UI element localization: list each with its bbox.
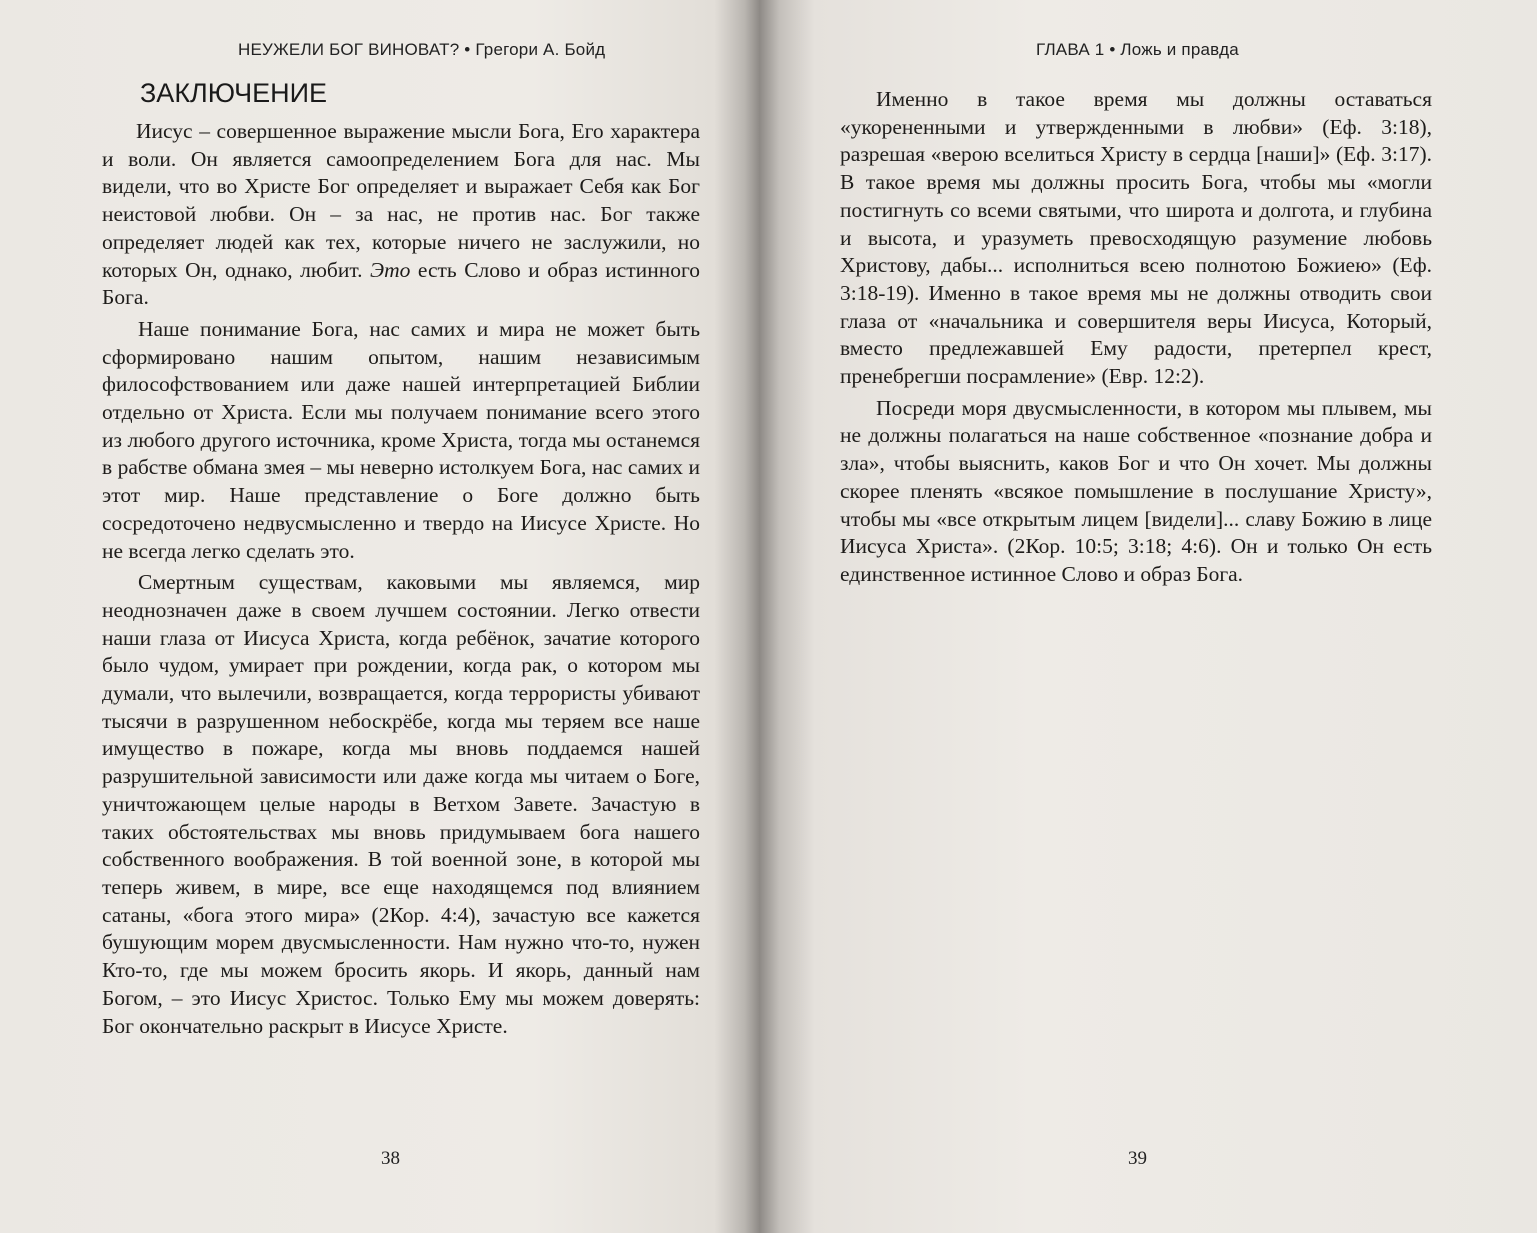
left-page bbox=[0, 0, 760, 1233]
emphasis-word: Это bbox=[370, 257, 411, 282]
page-number: 39 bbox=[1128, 1148, 1147, 1169]
body-text bbox=[840, 86, 1432, 593]
page-number: 38 bbox=[381, 1148, 400, 1169]
paragraph: Смертным существам, каковыми мы являемся, мир неоднозначен даже в своем лучшем состоянии. Легко отвести наши глаза от Иисуса Христа, когда ребёнок, зачатие которого было чудом, умирает при рождении, когда рак, о котором мы думали, что вылечили, возвращается, когда террористы убивают тысячи в разрушенном небоскрёбе, когда мы теряем все наше имущество в пожаре, когда мы вновь поддаемся нашей разрушительной зависимости или даже когда мы читаем о Боге, уничтожающем целые народы в Ветхом Завете. Зачастую в таких обстоятельствах мы вновь придумываем бога нашего собственного воображения. В той военной зоне, в которой мы теперь живем, в мире, все еще находящемся под влиянием сатаны, «бога этого мира» (2Кор. 4:4), зачастую все кажется бушующим морем двусмысленности. Нам нужно что-то, нужен Кто-то, где мы можем бросить якорь. И якорь, данный нам Богом, – это Иисус Христос. Только Ему мы можем доверять: Бог окончательно раскрыт в Иисусе Христе. bbox=[102, 570, 700, 1038]
paragraph: Посреди моря двусмысленности, в котором мы плывем, мы не должны полагаться на наше собственное «познание добра и зла», чтобы выяснить, каков Бог и что Он хочет. Мы должны скорее пленять «всякое помышление в послушание Христу», чтобы мы «все открытым лицем [видели]... славу Божию в лице Иисуса Христа». (2Кор. 10:5; 3:18; 4:6). Он и только Он есть единственное истинное Слово и образ Бога. bbox=[840, 395, 1432, 586]
running-head: НЕУЖЕЛИ БОГ ВИНОВАТ? • Грегори А. Бойд bbox=[238, 40, 606, 59]
section-title: ЗАКЛЮЧЕНИЕ bbox=[140, 78, 328, 108]
right-page bbox=[760, 0, 1537, 1233]
running-head: ГЛАВА 1 • Ложь и правда bbox=[1036, 40, 1239, 59]
paragraph bbox=[102, 118, 700, 312]
paragraph: Именно в такое время мы должны оставаться «укорененными и утвержденными в любви» (Еф. 3:18), разрешая «верою вселиться Христу в сердца [наши]» (Еф. 3:17). В такое время мы должны просить Бога, чтобы мы «могли постигнуть со всеми святыми, что широта и долгота, и глубина и высота, и уразуметь превосходящую разумение любовь Христову, дабы... исполниться всею полнотою Божиею» (Еф. 3:18-19). Именно в такое время мы не должны отводить свои глаза от «начальника и совершителя веры Иисуса, Который, вместо предлежавшей Ему радости, претерпел крест, пренебрегши посрамление» (Евр. 12:2). bbox=[840, 87, 1432, 389]
paragraph-text: Иисус – совершенное выражение мысли Бога, Его характера и воли. Он является самоопределением Бога для нас. Мы видели, что во Христе Бог определяет и выражает Себя как Бог неистовой любви. Он – за нас, не против нас. Бог также определяет людей как тех, которые ничего не заслужили, но которых Он, однако, любит. bbox=[102, 119, 700, 282]
body-text bbox=[102, 118, 700, 1044]
paragraph: Наше понимание Бога, нас самих и мира не может быть сформировано нашим опытом, нашим независимым философствованием или даже нашей интерпретацией Библии отдельно от Христа. Если мы получаем понимание всего этого из любого другого источника, кроме Христа, тогда мы останемся в рабстве обмана змея – мы неверно истолкуем Бога, нас самих и этот мир. Наше представление о Боге должно быть сосредоточено недвусмысленно и твердо на Иисусе Христе. Но не всегда легко сделать это. bbox=[102, 316, 700, 563]
paragraph-text: есть Слово и образ истинного Бога. bbox=[102, 257, 700, 310]
